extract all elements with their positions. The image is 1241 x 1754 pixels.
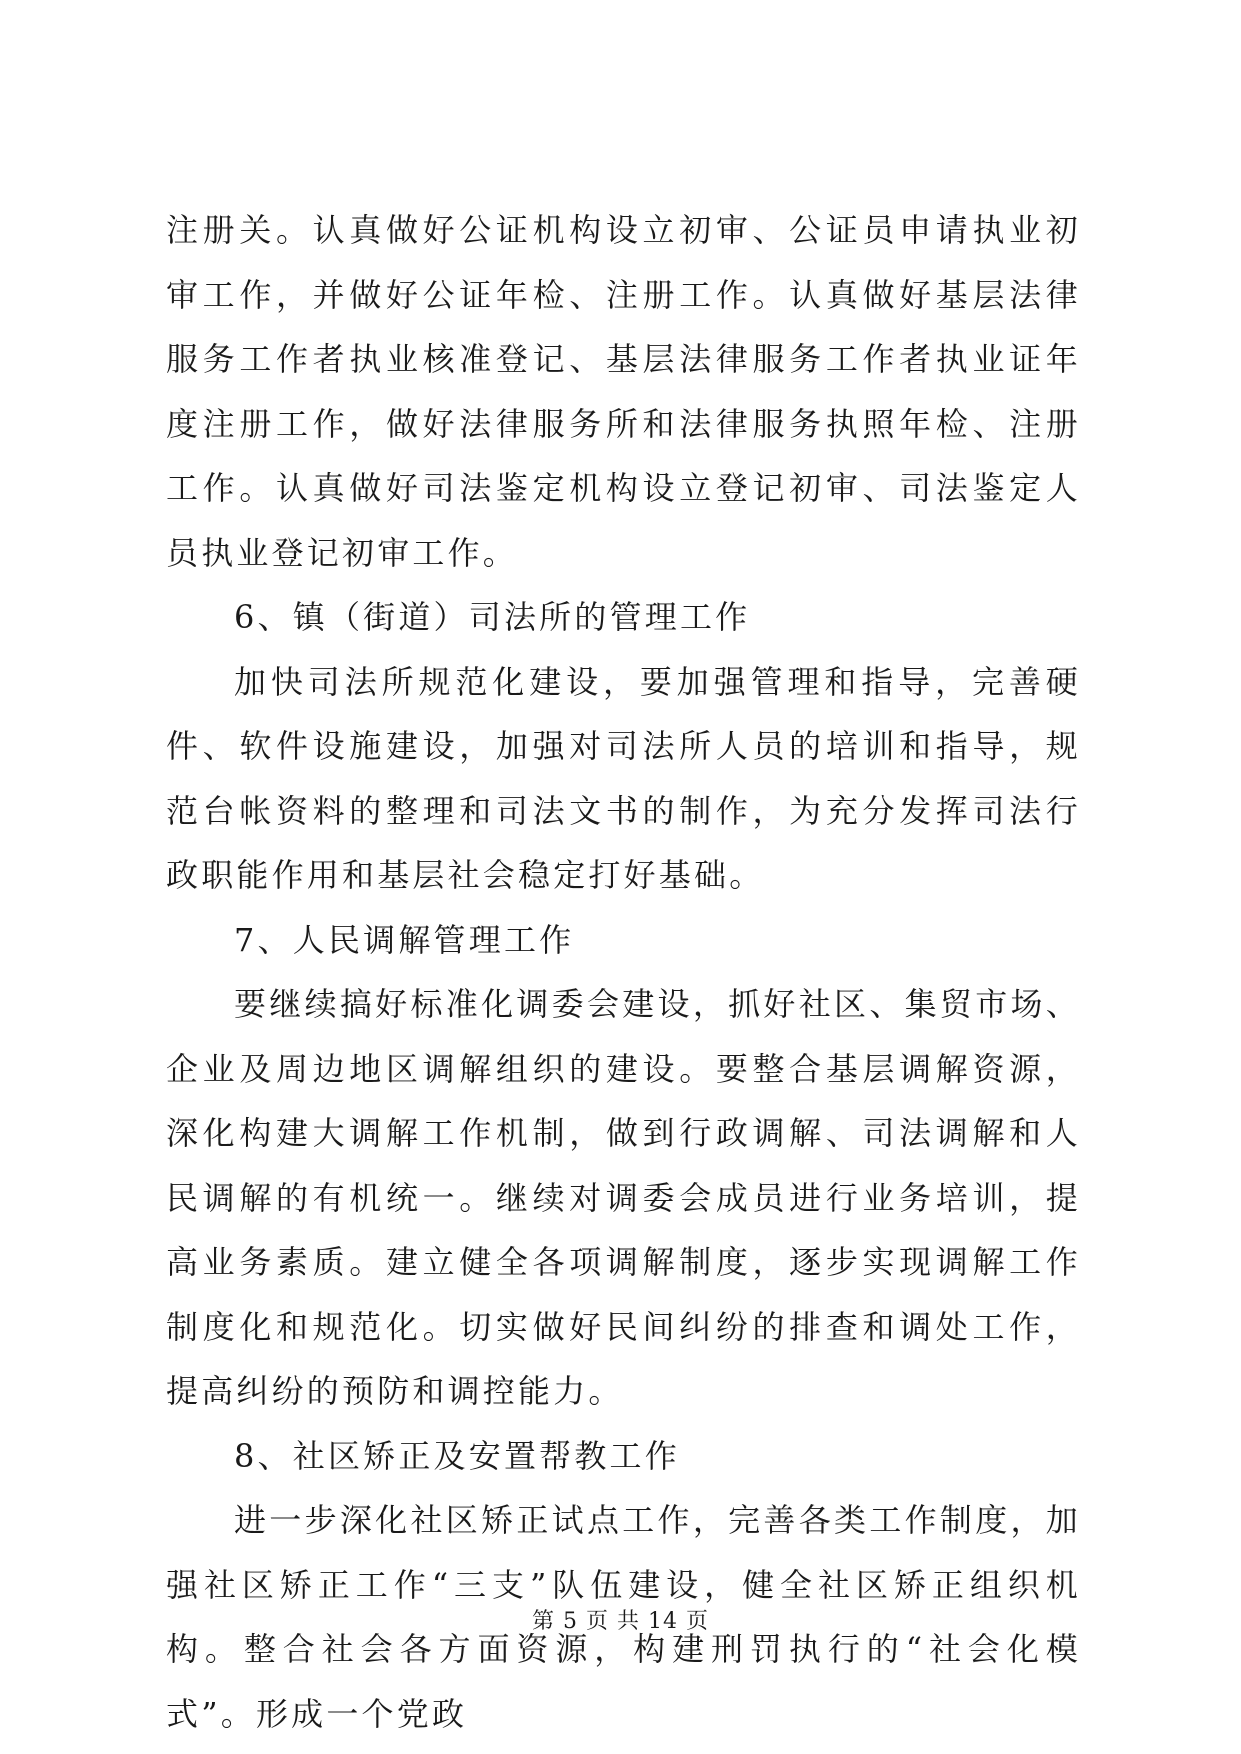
paragraph-judicial-office: 加快司法所规范化建设，要加强管理和指导，完善硬件、软件设施建设，加强对司法所人员的培训和指导，规范台帐资料的整理和司法文书的制作，为充分发挥司法行政职能作用和基层社会稳定打好基础。 — [166, 662, 1081, 894]
paragraph-mediation: 要继续搞好标准化调委会建设，抓好社区、集贸市场、企业及周边地区调解组织的建设。要整合基层调解资源，深化构建大调解工作机制，做到行政调解、司法调解和人民调解的有机统一。继续对调委会成员进行业务培训，提高业务素质。建立健全各项调解制度，逐步实现调解工作制度化和规范化。切实做好民间纠纷的排查和调处工作，提高纠纷的预防和调控能力。 — [166, 985, 1081, 1410]
paragraph-community-correction: 进一步深化社区矫正试点工作，完善各类工作制度，加强社区矫正工作“三支”队伍建设，健全社区矫正组织机构。整合社会各方面资源，构建刑罚执行的“社会化模式”。形成一个党政 — [166, 1501, 1081, 1733]
heading-mediation-management: 7、人民调解管理工作 — [234, 920, 575, 959]
heading-community-correction: 8、社区矫正及安置帮教工作 — [234, 1436, 680, 1475]
paragraph-registration: 注册关。认真做好公证机构设立初审、公证员申请执业初审工作，并做好公证年检、注册工作。认真做好基层法律服务工作者执业核准登记、基层法律服务工作者执业证年度注册工作，做好法律服务所和法律服务执照年检、注册工作。认真做好司法鉴定机构设立登记初审、司法鉴定人员执业登记初审工作。 — [166, 211, 1081, 572]
page-footer: 第 5 页 共 14 页 — [532, 1609, 709, 1634]
heading-judicial-office-management: 6、镇（街道）司法所的管理工作 — [234, 598, 751, 636]
document-body — [166, 198, 1081, 1746]
